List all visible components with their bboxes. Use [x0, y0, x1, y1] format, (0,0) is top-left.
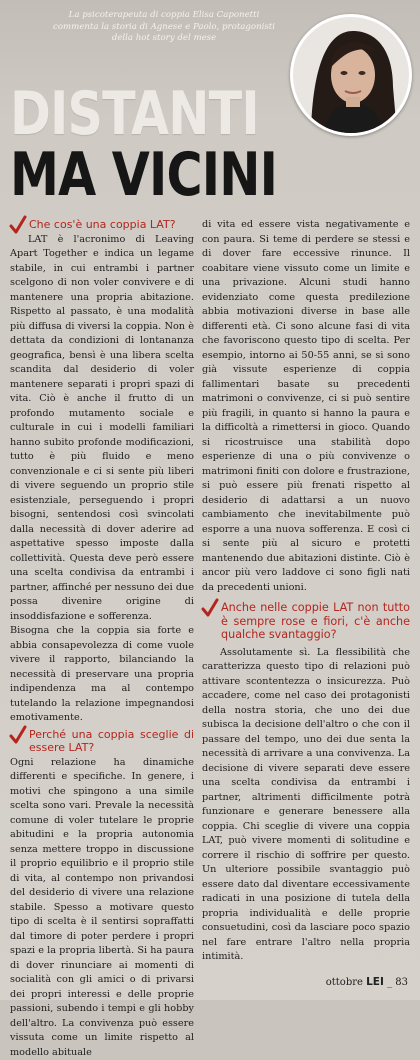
answer-paragraph-5: Assolutamente sì. La flessibilità che caratterizza questo tipo di relazioni può attivare scontentezza o insicurezza. Può accadere, come nel caso dei protagonisti della nostra storia, che uno dei due subisca la decisione dell'altro o che con il passare del tempo, uno dei due senta la necessità di arrivare a una convivenza. La decisione di vivere separati deve essere una scelta condivisa da entrambi i partner, altrimenti difficilmente potrà funzionare e generare benessere alla coppia. Chi sceglie di vivere una coppia LAT, può vivere momenti di solitudine e correre il rischio di soffrire per questo. Un ulteriore possibile svantaggio può essere dato dal diventare eccessivamente radicati in una posizione di tutela della propria individualità e delle proprie consuetudini, così da lasciare poco spazio nel fare entrare l'altro nella propria intimità. [202, 646, 410, 965]
question-text: Che cos'è una coppia LAT? [29, 218, 176, 231]
check-mark-icon [10, 216, 26, 234]
page-footer [326, 976, 408, 988]
question-text: Perché una coppia sceglie di essere LAT? [29, 728, 194, 755]
answer-paragraph-2: Bisogna che la coppia sia forte e abbia consapevolezza di come vuole vivere il rapporto, bilanciando la necessità di preservare una propria indipendenza ma al contempo tutelando la relazione impegnandosi emotivamente. [10, 624, 194, 726]
page-number: 83 [395, 977, 408, 988]
portrait-photo [290, 14, 412, 136]
check-mark-icon [202, 599, 218, 617]
check-mark-icon [10, 726, 26, 744]
answer-paragraph-3: Ogni relazione ha dinamiche differenti e specifiche. In genere, i motivi che spingono a una simile scelta sono vari. Prevale la necessità comune di voler tutelare le proprie abitudini e la propria autonomia senza mettere troppo in discussione il proprio equilibrio e il proprio stile di vita, al contempo non privandosi del desiderio di vivere una relazione stabile. Spesso a motivare questo tipo di scelta è il sentirsi sopraffatti dal timore di poter perdere i propri spazi e la propria libertà. Si ha paura di dover rinunciare ai momenti di socialità con gli amici o di privarsi dei propri interessi e delle proprie passioni, subendo i tempi e gli hobby dell'altro. La convivenza può essere vissuta come un limite rispetto al modello abituale [10, 756, 194, 1060]
portrait-illustration [293, 17, 409, 133]
question-text: Anche nelle coppie LAT non tutto è sempre rose e fiori, c'è anche qualche svantaggio? [221, 601, 410, 641]
footer-separator: _ [387, 977, 392, 988]
question-heading-2 [10, 728, 194, 755]
answer-paragraph-1: LAT è l'acronimo di Leaving Apart Together e indica un legame stabile, in cui entrambi i partner scelgono di non voler convivere e di mantenere una propria abitazione. Rispetto al passato, è una modalità più diffusa di viversi la coppia. Non è dettata da condizioni di lontananza geografica, bensì è una libera scelta scandita dal desiderio di voler mantenere separati i propri spazi di vita. Ciò è anche il frutto di un profondo mutamento sociale e culturale in cui i modelli familiari hanno subito profonde modificazioni, tutto è più fluido e meno convenzionale e ci si sente più liberi di vivere seguendo un proprio stile esistenziale, perseguendo i propri bisogni, sentendosi così svincolati dalla necessità di dover aderire ad aspettative spesso imposte dalla collettività. Questa deve però essere una scelta condivisa da entrambi i partner, affinché per nessuno dei due possa divenire origine di insoddisfazione e sofferenza. [10, 233, 194, 625]
footer-brand: LEI [366, 976, 384, 988]
article-column-left [10, 218, 194, 1060]
article-column-right [202, 218, 410, 965]
photo-caption: La psicoterapeuta di coppia Elisa Caponetti commenta la storia di Agnese e Paolo, protagonisti della hot story del mese [46, 10, 282, 45]
footer-month: ottobre [326, 977, 363, 988]
headline-line-2: MA VICINI [10, 145, 277, 205]
answer-paragraph-4: di vita ed essere vista negativamente e con paura. Si teme di perdere se stessi e di dover fare eccessive rinunce. Il coabitare viene vissuto come un limite e una privazione. Alcuni studi hanno evidenziato come questa predilezione abbia motivazioni diverse in base alle differenti età. Ci sono alcune fasi di vita che favoriscono questo tipo di scelta. Per esempio, intorno ai 50-55 anni, se si sono già vissute esperienze di coppia fallimentari basate su precedenti matrimoni o convivenze, ci si può sentire più fragili, in quanto si hanno la paura e la difficoltà a rimettersi in gioco. Quando si ricostruisce una stabilità dopo esperienze di una o più convivenze o matrimoni finiti con dolore e frustrazione, si può essere più frenati rispetto al desiderio di adattarsi a un nuovo cambiamento che inevitabilmente può esporre a una nuova sofferenza. E così ci si sente più al sicuro e protetti mantenendo due abitazioni distinte. Ciò è ancor più vero laddove ci sono figli nati da precedenti unioni. [202, 218, 410, 595]
headline-line-1: DISTANTI [10, 84, 259, 144]
question-heading-3 [202, 601, 410, 642]
question-heading-1 [10, 218, 194, 232]
